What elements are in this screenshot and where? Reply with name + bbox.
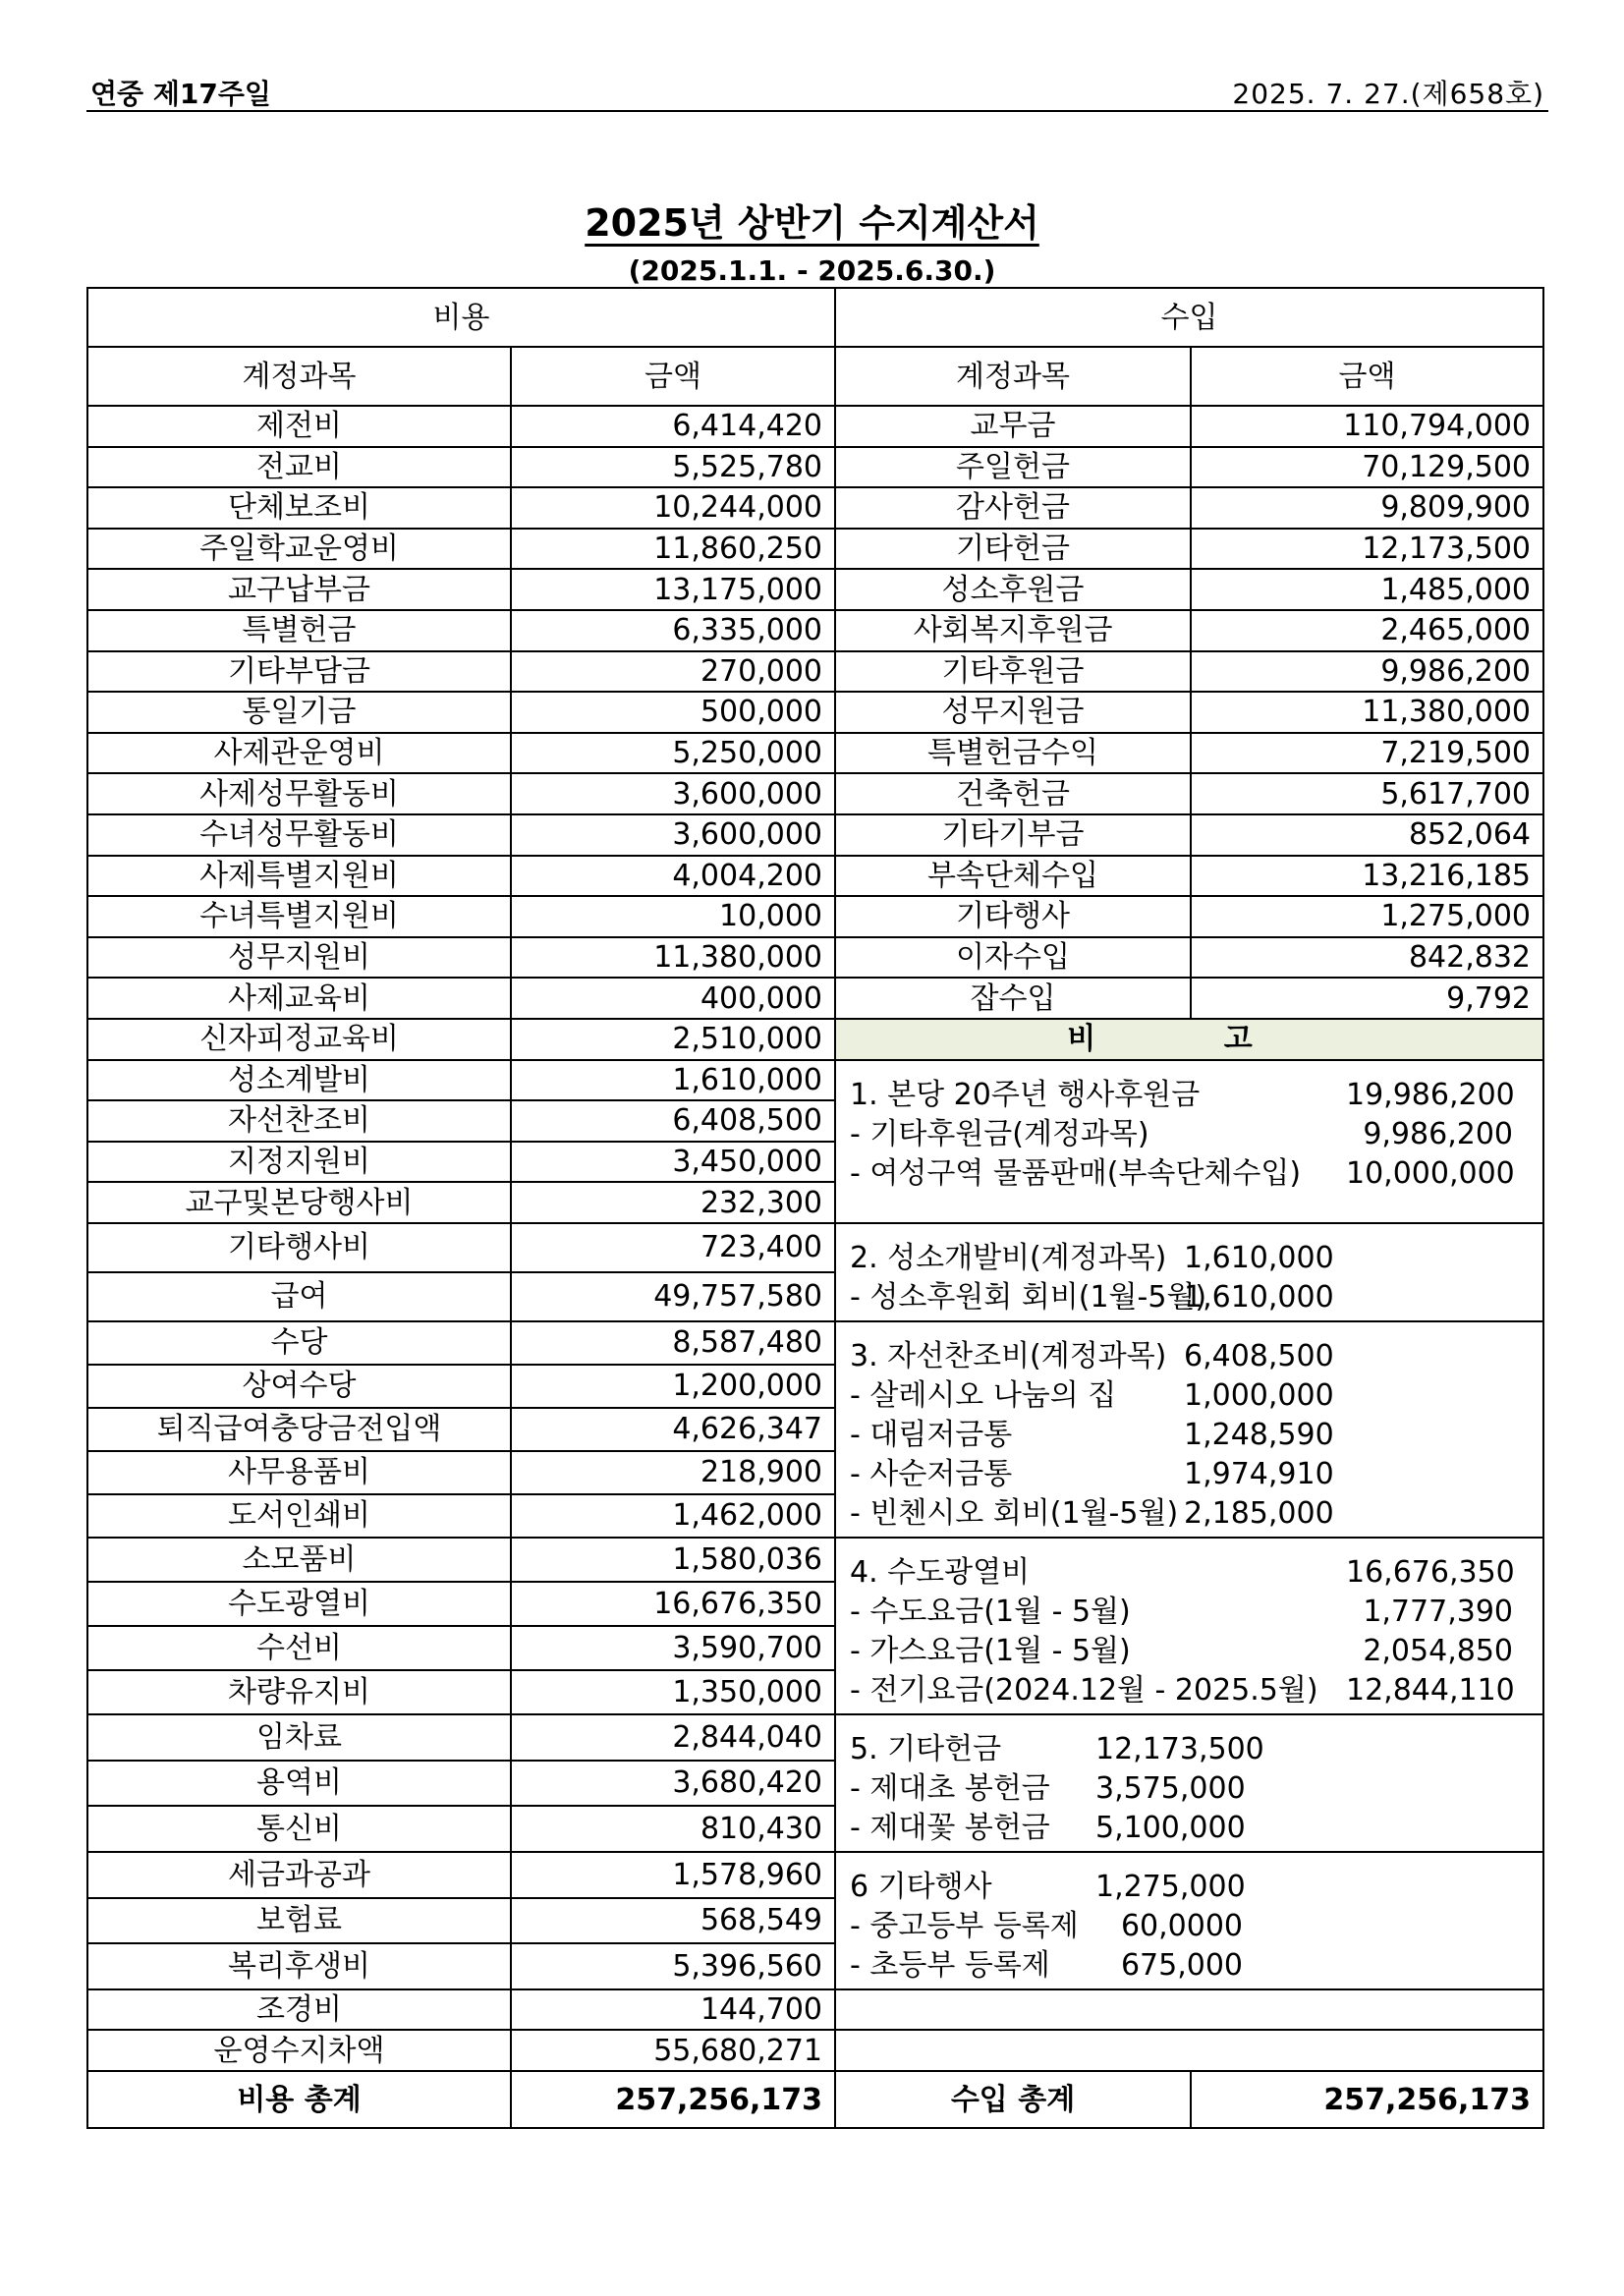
page-header (86, 71, 1548, 112)
income-total-amount: 257,256,173 (1191, 2071, 1543, 2128)
table-row (87, 773, 1543, 814)
expense-amount: 810,430 (511, 1806, 835, 1852)
expense-amount: 1,580,036 (511, 1538, 835, 1582)
expense-account: 도서인쇄비 (87, 1494, 511, 1538)
expense-amount: 723,400 (511, 1223, 835, 1272)
expense-amount: 3,600,000 (511, 773, 835, 814)
remark-note (835, 1321, 1543, 1538)
remark-note (835, 1538, 1543, 1714)
remark-note (835, 1223, 1543, 1321)
expense-account: 임차료 (87, 1714, 511, 1761)
table-row (87, 569, 1543, 610)
remark-line (850, 1118, 1529, 1157)
remark-line (850, 1497, 1529, 1537)
remark-line-value: 5,100,000 (1095, 1810, 1246, 1845)
table-row (87, 610, 1543, 651)
expense-account: 주일학교운영비 (87, 529, 511, 570)
remark-line-text: - 여성구역 물품판매(부속단체수입) (850, 1155, 1302, 1191)
remark-line-value: 19,986,200 (1346, 1077, 1515, 1112)
remark-line-value: 10,000,000 (1346, 1155, 1515, 1191)
remark-line (850, 1242, 1529, 1281)
expense-amount: 10,000 (511, 896, 835, 937)
document-title (0, 193, 1624, 247)
remark-header: 비 고 (835, 1019, 1543, 1060)
remark-line-text: - 사순저금통 (850, 1456, 1013, 1491)
remark-line-value: 9,986,200 (1363, 1116, 1513, 1151)
income-amount: 842,832 (1191, 937, 1543, 979)
remark-line (850, 1674, 1529, 1713)
expense-account: 급여 (87, 1272, 511, 1321)
income-account: 감사헌금 (835, 487, 1191, 529)
remark-line-text: - 가스요금(1월 - 5월) (850, 1633, 1131, 1668)
income-header: 수입 (835, 288, 1543, 347)
expense-account: 차량유지비 (87, 1670, 511, 1714)
expense-account: 사무용품비 (87, 1451, 511, 1494)
table-row (87, 487, 1543, 529)
table-row (87, 814, 1543, 856)
remark-line-value: 1,610,000 (1184, 1240, 1334, 1275)
income-account: 기타기부금 (835, 814, 1191, 856)
expense-amount: 400,000 (511, 978, 835, 1019)
expense-account: 세금과공과 (87, 1852, 511, 1898)
income-amount: 1,485,000 (1191, 569, 1543, 610)
document-period: (2025.1.1. - 2025.6.30.) (628, 254, 996, 287)
expense-amount: 3,450,000 (511, 1142, 835, 1183)
income-account: 특별헌금수익 (835, 733, 1191, 774)
expense-amount: 1,350,000 (511, 1670, 835, 1714)
table-row (87, 651, 1543, 693)
expense-account: 제전비 (87, 406, 511, 447)
income-total-label: 수입 총계 (835, 2071, 1191, 2128)
expense-account: 수녀성무활동비 (87, 814, 511, 856)
remark-line (850, 1596, 1529, 1635)
expense-amount: 144,700 (511, 1989, 835, 2031)
income-account: 성무지원금 (835, 692, 1191, 733)
remark-line-text: 5. 기타헌금 (850, 1731, 1002, 1766)
remark-line (850, 1949, 1529, 1988)
remark-line-text: - 제대꽃 봉헌금 (850, 1810, 1050, 1845)
remark-line-value: 2,054,850 (1363, 1633, 1513, 1668)
income-amount: 12,173,500 (1191, 529, 1543, 570)
expense-account: 단체보조비 (87, 487, 511, 529)
expense-account: 전교비 (87, 447, 511, 488)
section-header-row (87, 288, 1543, 347)
expense-account: 사제교육비 (87, 978, 511, 1019)
table-row (87, 896, 1543, 937)
remark-line-text: - 대림저금통 (850, 1417, 1013, 1452)
table-row (87, 1538, 1543, 1582)
income-amount: 9,986,200 (1191, 651, 1543, 693)
expense-account: 사제성무활동비 (87, 773, 511, 814)
remark-line-value: 1,974,910 (1184, 1456, 1334, 1491)
income-account: 교무금 (835, 406, 1191, 447)
remark-line-value: 1,610,000 (1184, 1279, 1334, 1315)
table-row (87, 856, 1543, 897)
expense-amount: 568,549 (511, 1898, 835, 1944)
expense-amount: 3,590,700 (511, 1626, 835, 1670)
remark-note (835, 1060, 1543, 1223)
remark-line-text: - 빈첸시오 회비(1월-5월) (850, 1495, 1179, 1531)
expense-header: 비용 (87, 288, 835, 347)
expense-account: 운영수지차액 (87, 2030, 511, 2071)
remark-line-text: - 전기요금(2024.12월 - 2025.5월) (850, 1672, 1318, 1708)
empty-remark-cell (835, 2030, 1543, 2071)
income-amount: 11,380,000 (1191, 692, 1543, 733)
expense-account: 사제특별지원비 (87, 856, 511, 897)
income-amount: 110,794,000 (1191, 406, 1543, 447)
expense-amount: 3,600,000 (511, 814, 835, 856)
remark-line (850, 1379, 1529, 1419)
table-row (87, 1989, 1543, 2031)
table-row (87, 937, 1543, 979)
remark-line-value: 2,185,000 (1184, 1495, 1334, 1531)
table-row (87, 1321, 1543, 1365)
expense-amount: 218,900 (511, 1451, 835, 1494)
remark-line-text: - 수도요금(1월 - 5월) (850, 1594, 1131, 1629)
remark-line (850, 1157, 1529, 1197)
expense-account: 상여수당 (87, 1365, 511, 1408)
expense-account: 소모품비 (87, 1538, 511, 1582)
total-row (87, 2071, 1543, 2128)
remark-line-value: 16,676,350 (1346, 1554, 1515, 1590)
table-row (87, 1060, 1543, 1101)
remark-line (850, 1556, 1529, 1596)
empty-remark-cell (835, 1989, 1543, 2031)
income-account: 성소후원금 (835, 569, 1191, 610)
expense-amount: 1,462,000 (511, 1494, 835, 1538)
income-account-header: 계정과목 (835, 347, 1191, 406)
expense-account: 신자피정교육비 (87, 1019, 511, 1060)
table-row (87, 692, 1543, 733)
expense-amount: 5,525,780 (511, 447, 835, 488)
expense-account: 성소계발비 (87, 1060, 511, 1101)
expense-account: 복리후생비 (87, 1943, 511, 1989)
column-header-row (87, 347, 1543, 406)
document-title-text: 2025년 상반기 수지계산서 (585, 201, 1039, 245)
expense-account: 용역비 (87, 1761, 511, 1807)
income-account: 사회복지후원금 (835, 610, 1191, 651)
table-row (87, 733, 1543, 774)
income-account: 잡수입 (835, 978, 1191, 1019)
expense-amount: 2,510,000 (511, 1019, 835, 1060)
income-amount: 9,809,900 (1191, 487, 1543, 529)
remark-line-value: 1,000,000 (1184, 1377, 1334, 1413)
remark-line-text: - 기타후원금(계정과목) (850, 1116, 1149, 1151)
expense-amount: 1,578,960 (511, 1852, 835, 1898)
expense-total-label: 비용 총계 (87, 2071, 511, 2128)
expense-account: 조경비 (87, 1989, 511, 2031)
expense-amount: 2,844,040 (511, 1714, 835, 1761)
income-amount: 7,219,500 (1191, 733, 1543, 774)
income-amount: 5,617,700 (1191, 773, 1543, 814)
expense-amount: 6,414,420 (511, 406, 835, 447)
remark-line (850, 1340, 1529, 1379)
table-row (87, 1223, 1543, 1272)
remark-line (850, 1772, 1529, 1812)
statement-body (87, 288, 1543, 2128)
expense-amount: 270,000 (511, 651, 835, 693)
expense-amount: 8,587,480 (511, 1321, 835, 1365)
table-row (87, 406, 1543, 447)
remark-line (850, 1812, 1529, 1851)
expense-account: 자선찬조비 (87, 1100, 511, 1142)
expense-account: 성무지원비 (87, 937, 511, 979)
income-amount: 1,275,000 (1191, 896, 1543, 937)
remark-line-text: - 중고등부 등록제 (850, 1908, 1079, 1943)
expense-account: 수당 (87, 1321, 511, 1365)
remark-line (850, 1733, 1529, 1772)
expense-amount: 232,300 (511, 1182, 835, 1223)
header-date: 2025. 7. 27.(제658호) (1232, 78, 1544, 110)
remark-line-value: 60,0000 (1120, 1908, 1243, 1943)
income-amount: 2,465,000 (1191, 610, 1543, 651)
income-amount: 852,064 (1191, 814, 1543, 856)
table-row (87, 1852, 1543, 1898)
income-account: 건축헌금 (835, 773, 1191, 814)
expense-account: 사제관운영비 (87, 733, 511, 774)
expense-amount: 49,757,580 (511, 1272, 835, 1321)
expense-amount: 11,380,000 (511, 937, 835, 979)
remark-note (835, 1714, 1543, 1852)
table-row (87, 2030, 1543, 2071)
remark-line-value: 1,248,590 (1184, 1417, 1334, 1452)
expense-amount: 1,200,000 (511, 1365, 835, 1408)
expense-amount: 5,250,000 (511, 733, 835, 774)
expense-amount: 5,396,560 (511, 1943, 835, 1989)
remark-line-text: - 살레시오 나눔의 집 (850, 1377, 1117, 1413)
expense-amount: 500,000 (511, 692, 835, 733)
expense-amount-header: 금액 (511, 347, 835, 406)
expense-amount: 55,680,271 (511, 2030, 835, 2071)
table-row (87, 1019, 1543, 1060)
expense-amount: 4,004,200 (511, 856, 835, 897)
income-account: 기타헌금 (835, 529, 1191, 570)
expense-account: 퇴직급여충당금전입액 (87, 1408, 511, 1451)
expense-account: 지정지원비 (87, 1142, 511, 1183)
expense-account: 보험료 (87, 1898, 511, 1944)
remark-line-text: 6 기타행사 (850, 1869, 992, 1904)
remark-line (850, 1419, 1529, 1458)
remark-line (850, 1458, 1529, 1497)
table-row (87, 529, 1543, 570)
expense-account: 통신비 (87, 1806, 511, 1852)
income-account: 주일헌금 (835, 447, 1191, 488)
remark-line (850, 1871, 1529, 1910)
expense-amount: 1,610,000 (511, 1060, 835, 1101)
remark-line (850, 1079, 1529, 1118)
income-account: 기타후원금 (835, 651, 1191, 693)
remark-line-value: 6,408,500 (1184, 1338, 1334, 1373)
remark-line-text: 4. 수도광열비 (850, 1554, 1031, 1590)
expense-amount: 13,175,000 (511, 569, 835, 610)
expense-account: 기타부담금 (87, 651, 511, 693)
expense-account: 특별헌금 (87, 610, 511, 651)
expense-amount: 10,244,000 (511, 487, 835, 529)
expense-amount: 16,676,350 (511, 1582, 835, 1626)
table-row (87, 447, 1543, 488)
remark-line-value: 12,844,110 (1346, 1672, 1515, 1708)
income-amount-header: 금액 (1191, 347, 1543, 406)
expense-total-amount: 257,256,173 (511, 2071, 835, 2128)
remark-line-value: 1,777,390 (1363, 1594, 1513, 1629)
remark-line-text: 3. 자선찬조비(계정과목) (850, 1338, 1167, 1373)
remark-line (850, 1910, 1529, 1949)
expense-account: 기타행사비 (87, 1223, 511, 1272)
table-row (87, 1714, 1543, 1761)
income-account: 이자수입 (835, 937, 1191, 979)
remark-line-value: 3,575,000 (1095, 1770, 1246, 1806)
expense-account: 통일기금 (87, 692, 511, 733)
remark-line-text: - 초등부 등록제 (850, 1947, 1050, 1983)
expense-account: 수녀특별지원비 (87, 896, 511, 937)
expense-amount: 3,680,420 (511, 1761, 835, 1807)
remark-note (835, 1852, 1543, 1989)
remark-line (850, 1281, 1529, 1320)
remark-line-text: - 성소후원회 회비(1월-5월) (850, 1279, 1207, 1315)
remark-line (850, 1635, 1529, 1674)
expense-account: 수선비 (87, 1626, 511, 1670)
statement-table (86, 287, 1544, 2129)
income-amount: 70,129,500 (1191, 447, 1543, 488)
remark-line-text: - 제대초 봉헌금 (850, 1770, 1050, 1806)
remark-line-value: 675,000 (1120, 1947, 1243, 1983)
expense-amount: 6,408,500 (511, 1100, 835, 1142)
expense-amount: 11,860,250 (511, 529, 835, 570)
income-amount: 13,216,185 (1191, 856, 1543, 897)
remark-line-text: 1. 본당 20주년 행사후원금 (850, 1077, 1201, 1112)
expense-amount: 4,626,347 (511, 1408, 835, 1451)
expense-account: 교구및본당행사비 (87, 1182, 511, 1223)
expense-account-header: 계정과목 (87, 347, 511, 406)
income-account: 부속단체수입 (835, 856, 1191, 897)
income-account: 기타행사 (835, 896, 1191, 937)
expense-account: 수도광열비 (87, 1582, 511, 1626)
expense-amount: 6,335,000 (511, 610, 835, 651)
remark-line-text: 2. 성소개발비(계정과목) (850, 1240, 1167, 1275)
income-amount: 9,792 (1191, 978, 1543, 1019)
remark-line-value: 12,173,500 (1095, 1731, 1264, 1766)
table-row (87, 978, 1543, 1019)
expense-account: 교구납부금 (87, 569, 511, 610)
header-week: 연중 제17주일 (90, 78, 271, 110)
remark-line-value: 1,275,000 (1095, 1869, 1246, 1904)
